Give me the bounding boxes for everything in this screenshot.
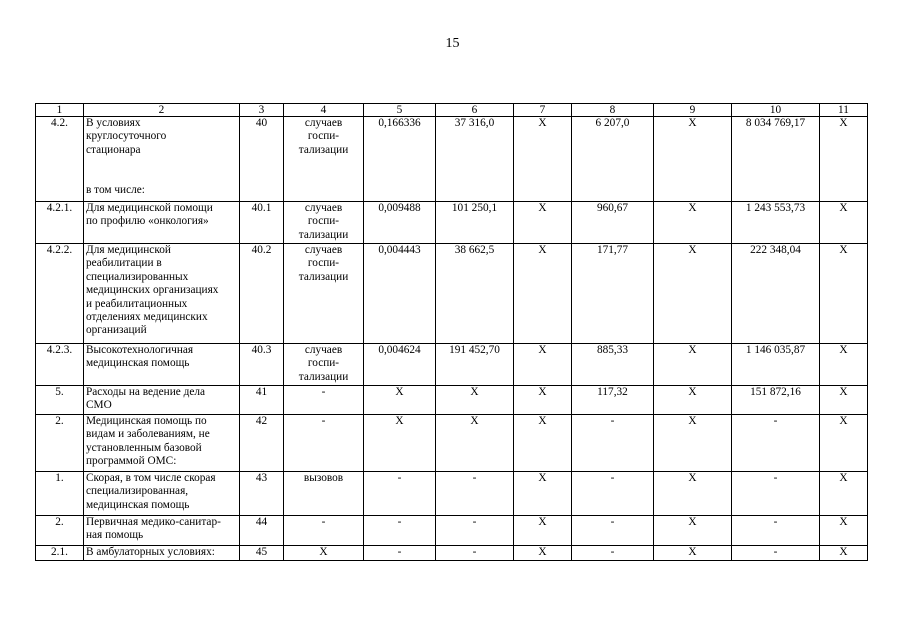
cell-line-number: 41 <box>240 386 284 415</box>
cell-col-11: X <box>820 516 868 546</box>
cell-cost: 101 250,1 <box>436 202 514 244</box>
cell-col-7: X <box>514 117 572 202</box>
cell-col-11: X <box>820 546 868 561</box>
column-number: 10 <box>732 104 820 117</box>
column-number: 1 <box>36 104 84 117</box>
cell-volume: 0,004443 <box>364 244 436 344</box>
table-row <box>36 386 868 415</box>
cell-amount-per-person: 960,67 <box>572 202 654 244</box>
cell-row-code: 4.2.1. <box>36 202 84 244</box>
cell-col-9: X <box>654 244 732 344</box>
cell-col-9: X <box>654 516 732 546</box>
cell-amount-per-person: 117,32 <box>572 386 654 415</box>
cell-cost: 191 452,70 <box>436 344 514 386</box>
cell-row-title: В условиях круглосуточного стационара в том числе: <box>84 117 240 202</box>
cell-amount-per-person: - <box>572 415 654 472</box>
cell-col-11: X <box>820 202 868 244</box>
cell-cost: - <box>436 546 514 561</box>
cell-col-9: X <box>654 344 732 386</box>
table-row <box>36 546 868 561</box>
cell-unit: - <box>284 415 364 472</box>
cell-row-title: Высокотехнологичная медицинская помощь <box>84 344 240 386</box>
cell-volume: 0,009488 <box>364 202 436 244</box>
cell-col-7: X <box>514 546 572 561</box>
column-number: 3 <box>240 104 284 117</box>
cell-volume: 0,166336 <box>364 117 436 202</box>
cell-col-7: X <box>514 415 572 472</box>
cell-volume: 0,004624 <box>364 344 436 386</box>
cell-row-code: 1. <box>36 472 84 516</box>
cell-col-11: X <box>820 117 868 202</box>
table-row <box>36 344 868 386</box>
cell-total-amount: - <box>732 516 820 546</box>
cell-cost: - <box>436 516 514 546</box>
column-number: 11 <box>820 104 868 117</box>
cell-amount-per-person: - <box>572 546 654 561</box>
cell-line-number: 43 <box>240 472 284 516</box>
cell-line-number: 44 <box>240 516 284 546</box>
cell-col-9: X <box>654 386 732 415</box>
column-number: 6 <box>436 104 514 117</box>
cell-col-7: X <box>514 516 572 546</box>
cell-col-11: X <box>820 415 868 472</box>
cell-col-11: X <box>820 472 868 516</box>
table-row <box>36 516 868 546</box>
cell-col-9: X <box>654 202 732 244</box>
cell-col-9: X <box>654 117 732 202</box>
cell-unit: X <box>284 546 364 561</box>
cell-col-7: X <box>514 202 572 244</box>
cell-unit: случаев госпи- тализации <box>284 244 364 344</box>
cell-cost: 37 316,0 <box>436 117 514 202</box>
cell-row-title: В амбулаторных условиях: <box>84 546 240 561</box>
cell-col-9: X <box>654 415 732 472</box>
cell-total-amount: - <box>732 546 820 561</box>
cell-row-code: 2.1. <box>36 546 84 561</box>
column-number: 4 <box>284 104 364 117</box>
cell-row-title: Для медицинской помощи по профилю «онкология» <box>84 202 240 244</box>
cell-volume: X <box>364 386 436 415</box>
table-body <box>36 104 868 561</box>
cell-line-number: 40.3 <box>240 344 284 386</box>
cell-volume: - <box>364 516 436 546</box>
cell-unit: вызовов <box>284 472 364 516</box>
cell-cost: X <box>436 386 514 415</box>
cell-row-code: 4.2. <box>36 117 84 202</box>
cell-cost: 38 662,5 <box>436 244 514 344</box>
cell-total-amount: 1 146 035,87 <box>732 344 820 386</box>
page-number: 15 <box>445 36 460 51</box>
cell-total-amount: 1 243 553,73 <box>732 202 820 244</box>
column-number-row <box>36 104 868 117</box>
cell-row-code: 2. <box>36 516 84 546</box>
cell-line-number: 45 <box>240 546 284 561</box>
cell-total-amount: - <box>732 415 820 472</box>
cell-row-code: 4.2.3. <box>36 344 84 386</box>
cell-cost: X <box>436 415 514 472</box>
cell-row-title: Скорая, в том числе скорая специализированная, медицинская помощь <box>84 472 240 516</box>
cell-line-number: 40.2 <box>240 244 284 344</box>
cell-col-11: X <box>820 244 868 344</box>
table-row <box>36 202 868 244</box>
cell-line-number: 40.1 <box>240 202 284 244</box>
cell-row-title: Медицинская помощь по видам и заболеваниям, не установленным базовой программой ОМС: <box>84 415 240 472</box>
cell-amount-per-person: - <box>572 472 654 516</box>
table-row <box>36 472 868 516</box>
cell-volume: - <box>364 546 436 561</box>
data-table <box>35 103 868 561</box>
table-row <box>36 415 868 472</box>
cell-unit: - <box>284 386 364 415</box>
cell-row-title: Первичная медико-санитар- ная помощь <box>84 516 240 546</box>
cell-row-title: Для медицинской реабилитации в специализированных медицинских организациях и реабилитационных отделениях медицинских организаций <box>84 244 240 344</box>
cell-col-11: X <box>820 344 868 386</box>
cell-row-code: 2. <box>36 415 84 472</box>
cell-col-7: X <box>514 472 572 516</box>
cell-total-amount: 151 872,16 <box>732 386 820 415</box>
cell-total-amount: 222 348,04 <box>732 244 820 344</box>
cell-volume: X <box>364 415 436 472</box>
cell-col-11: X <box>820 386 868 415</box>
cell-row-code: 5. <box>36 386 84 415</box>
cell-unit: случаев госпи- тализации <box>284 117 364 202</box>
cell-row-code: 4.2.2. <box>36 244 84 344</box>
cell-total-amount: 8 034 769,17 <box>732 117 820 202</box>
cell-col-7: X <box>514 244 572 344</box>
column-number: 5 <box>364 104 436 117</box>
cell-row-title: Расходы на ведение дела СМО <box>84 386 240 415</box>
cell-unit: случаев госпи- тализации <box>284 344 364 386</box>
column-number: 7 <box>514 104 572 117</box>
cell-unit: - <box>284 516 364 546</box>
cell-amount-per-person: 885,33 <box>572 344 654 386</box>
cell-col-9: X <box>654 472 732 516</box>
cell-total-amount: - <box>732 472 820 516</box>
cell-col-7: X <box>514 386 572 415</box>
cell-volume: - <box>364 472 436 516</box>
column-number: 9 <box>654 104 732 117</box>
cell-col-7: X <box>514 344 572 386</box>
table-row <box>36 244 868 344</box>
cell-cost: - <box>436 472 514 516</box>
cell-amount-per-person: - <box>572 516 654 546</box>
table-row <box>36 117 868 202</box>
column-number: 8 <box>572 104 654 117</box>
cell-line-number: 42 <box>240 415 284 472</box>
cell-line-number: 40 <box>240 117 284 202</box>
cell-col-9: X <box>654 546 732 561</box>
cell-amount-per-person: 171,77 <box>572 244 654 344</box>
cell-amount-per-person: 6 207,0 <box>572 117 654 202</box>
column-number: 2 <box>84 104 240 117</box>
cell-unit: случаев госпи- тализации <box>284 202 364 244</box>
